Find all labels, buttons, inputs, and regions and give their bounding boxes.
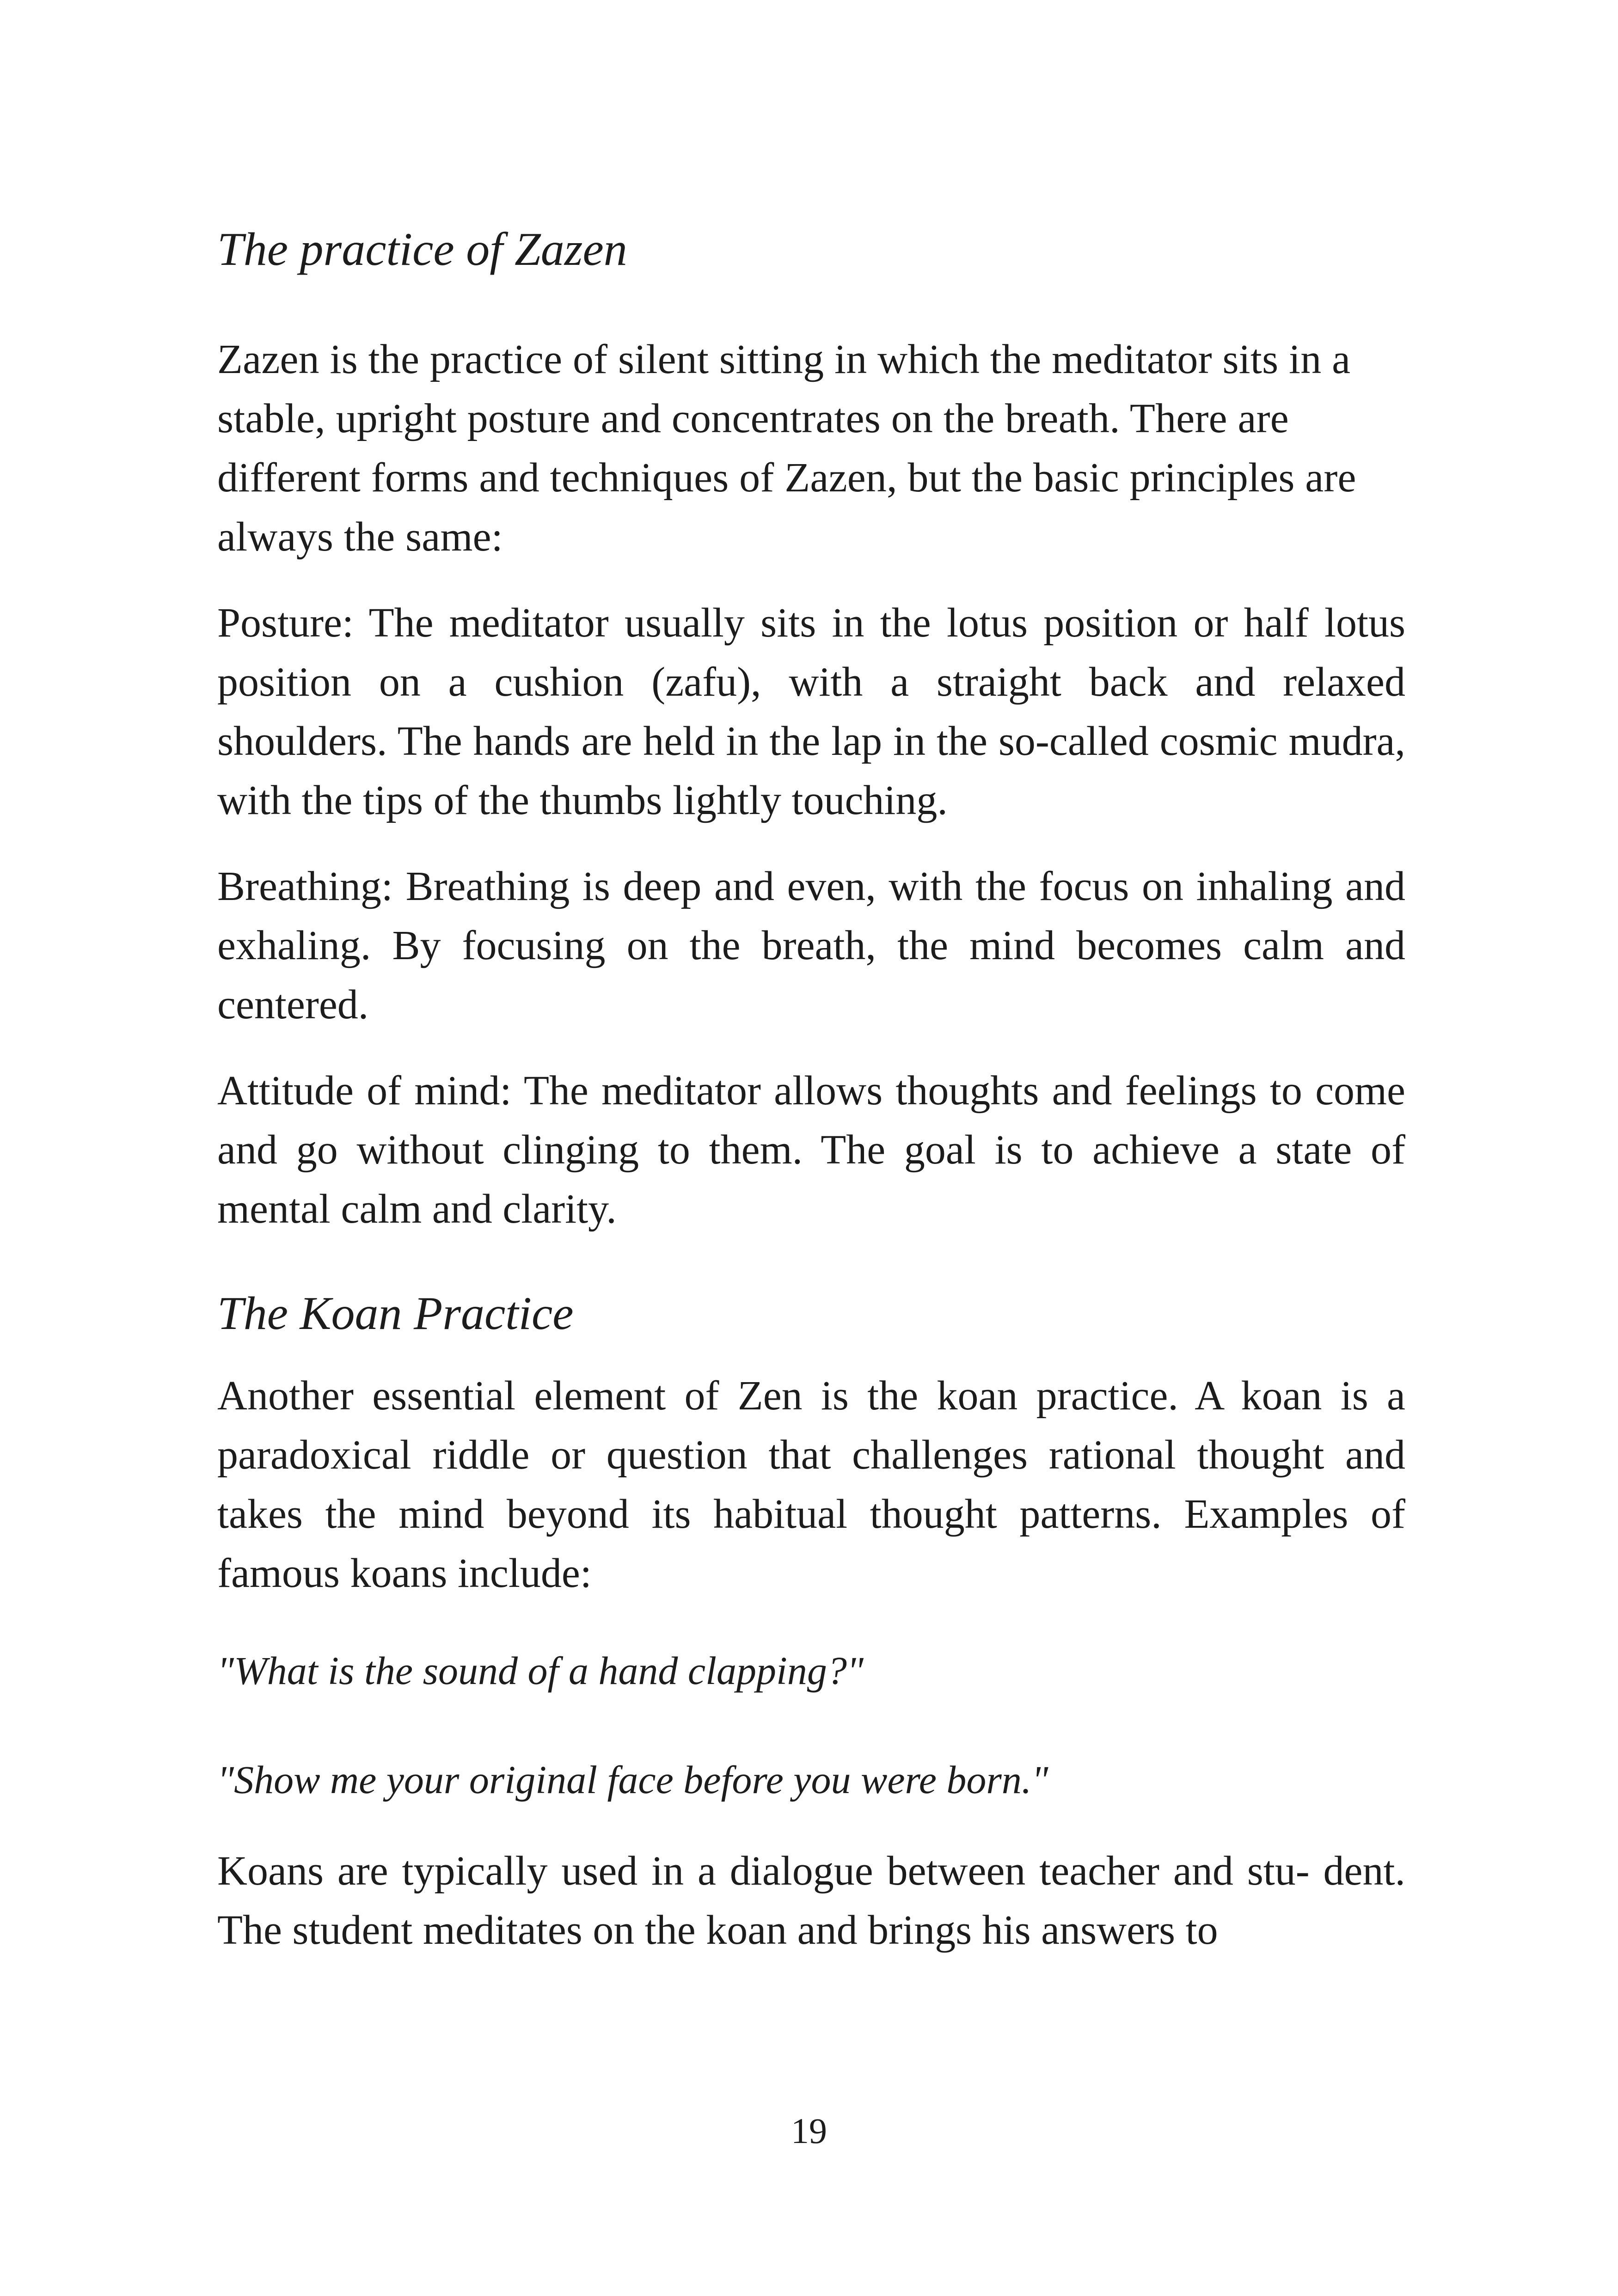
- paragraph-attitude: Attitude of mind: The meditator allows thoughts and feelings to come and go without clinging to them. The goal is to achieve a state of mental calm and clarity.: [217, 1068, 1405, 1232]
- page-number: 19: [791, 2111, 827, 2151]
- paragraph-koan-usage: Koans are typically used in a dialogue between teacher and stu- dent. The student meditates on the koan and brings his answers to: [217, 1848, 1405, 1953]
- paragraph-koan-intro: Another essential element of Zen is the koan practice. A koan is a paradoxical riddle or question that challenges rational thought and takes the mind beyond its habitual thought patterns. Examples of famous koans include:: [217, 1373, 1405, 1596]
- paragraph-breathing: Breathing: Breathing is deep and even, with the focus on inhaling and exhaling. By focusing on the breath, the mind becomes calm and centered.: [217, 863, 1405, 1028]
- paragraph-zazen-intro: Zazen is the practice of silent sitting in which the meditator sits in a stable, upright posture and concentrates on the breath. There are different forms and techniques of Zazen, but the basic principles are always the same:: [217, 337, 1356, 560]
- paragraph-posture: Posture: The meditator usually sits in the lotus position or half lotus position on a cushion (zafu), with a straight back and relaxed shoulders. The hands are held in the lap in the so-called cosmic mudra, with the tips of the thumbs lightly touching.: [217, 600, 1405, 823]
- koan-quote-2: "Show me your original face before you were born.": [217, 1757, 1048, 1802]
- section-heading-koan: The Koan Practice: [217, 1287, 574, 1340]
- koan-quote-1: "What is the sound of a hand clapping?": [217, 1648, 864, 1693]
- page-content: [217, 217, 1405, 1960]
- section-heading-zazen: The practice of Zazen: [217, 223, 627, 276]
